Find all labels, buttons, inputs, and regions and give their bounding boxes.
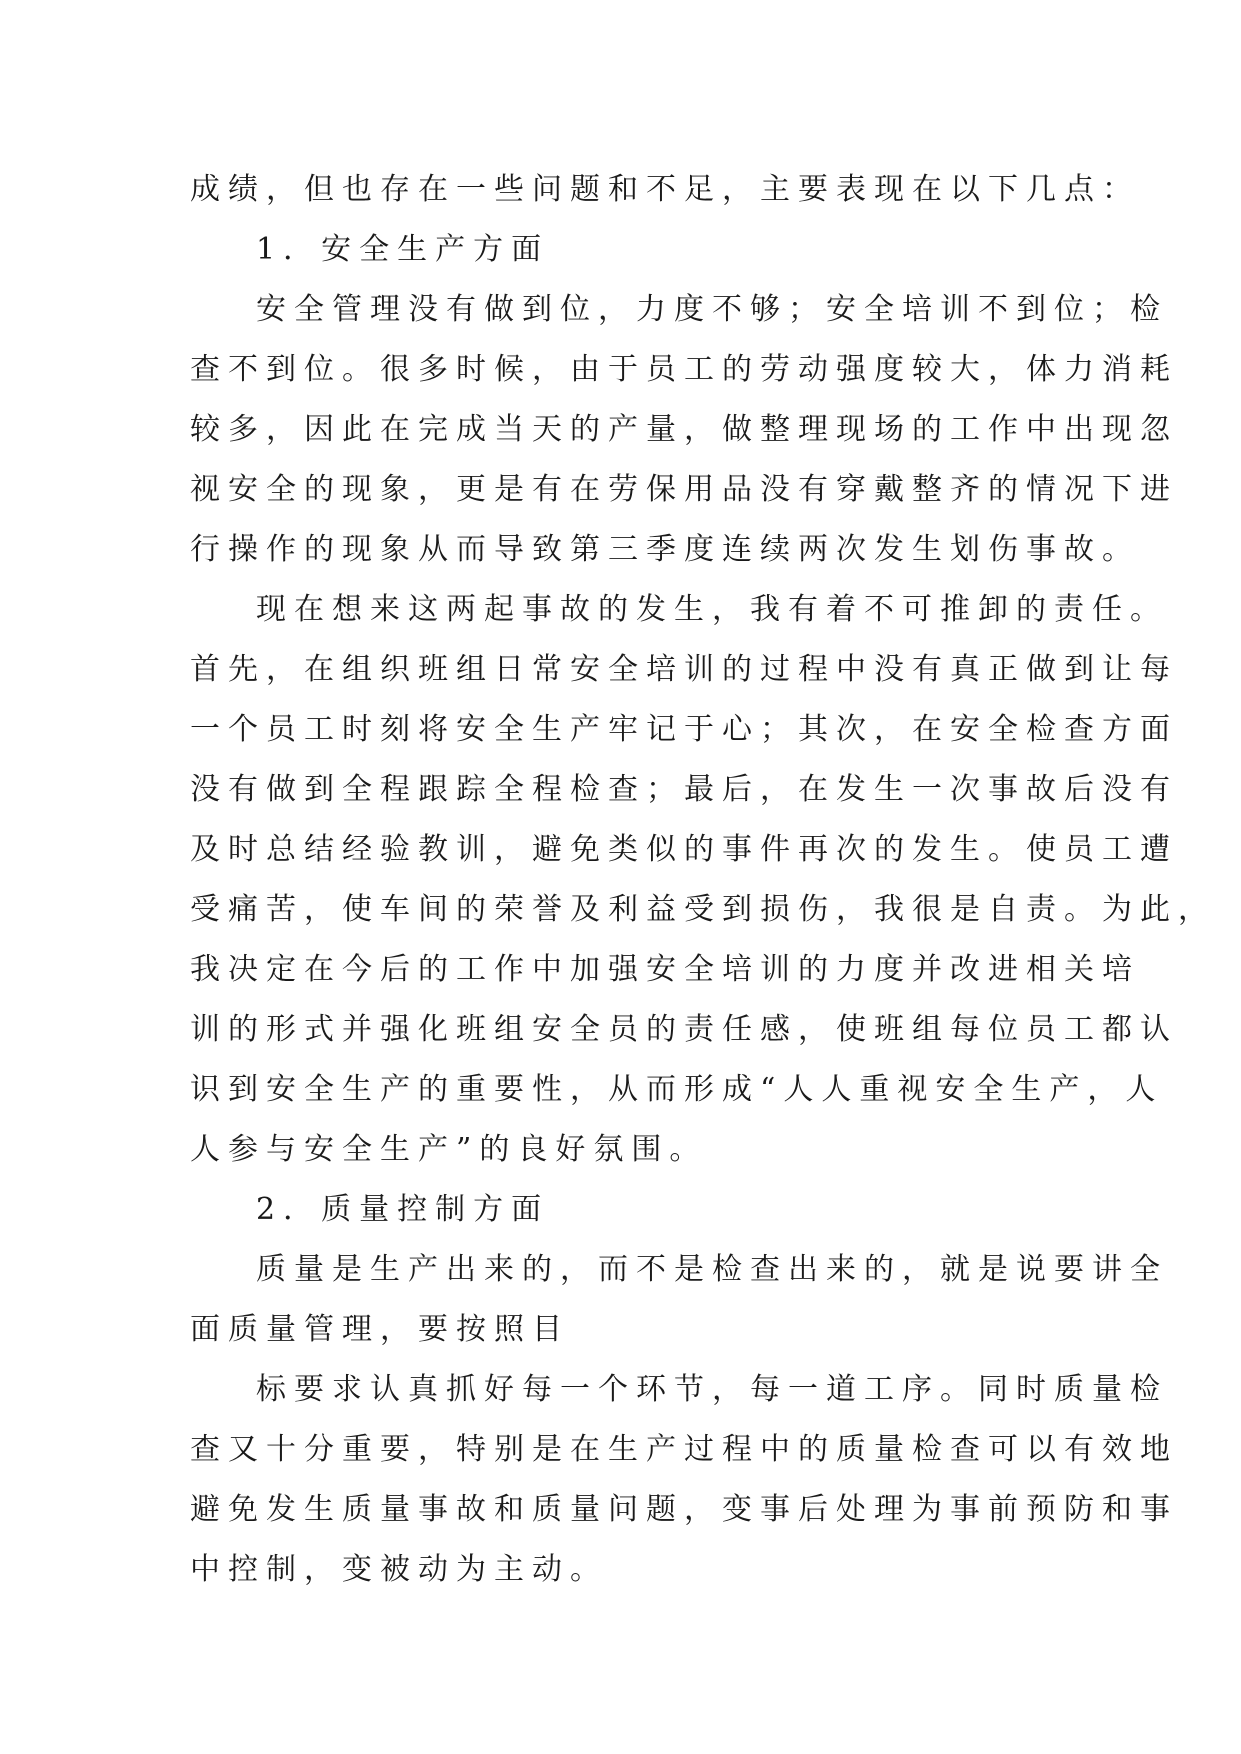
text-line: 及时总结经验教训，避免类似的事件再次的发生。使员工遭: [190, 832, 1178, 867]
text-line: 视安全的现象，更是有在劳保用品没有穿戴整齐的情况下进: [190, 472, 1178, 507]
text-line: 受痛苦，使车间的荣誉及利益受到损伤，我很是自责。为此，: [190, 892, 1216, 927]
text-line: 面质量管理，要按照目: [190, 1312, 570, 1347]
text-line: 中控制，变被动为主动。: [190, 1552, 608, 1587]
text-line: 人参与安全生产”的良好氛围。: [190, 1132, 708, 1167]
text-line: 避免发生质量事故和质量问题，变事后处理为事前预防和事: [190, 1492, 1178, 1527]
text-line: 首先，在组织班组日常安全培训的过程中没有真正做到让每: [190, 652, 1178, 687]
text-line: 查又十分重要，特别是在生产过程中的质量检查可以有效地: [190, 1432, 1178, 1467]
text-line: 一个员工时刻将安全生产牢记于心；其次，在安全检查方面: [190, 712, 1178, 747]
text-line: 没有做到全程跟踪全程检查；最后，在发生一次事故后没有: [190, 772, 1178, 807]
text-line: 我决定在今后的工作中加强安全培训的力度并改进相关培: [190, 952, 1140, 987]
section-heading: 1．安全生产方面: [256, 232, 550, 267]
paragraph-start-line: 安全管理没有做到位，力度不够；安全培训不到位；检: [256, 292, 1168, 327]
text-line: 训的形式并强化班组安全员的责任感，使班组每位员工都认: [190, 1012, 1178, 1047]
text-line: 识到安全生产的重要性，从而形成“人人重视安全生产，人: [190, 1072, 1164, 1107]
section-heading: 2．质量控制方面: [256, 1192, 550, 1227]
text-line: 成绩，但也存在一些问题和不足，主要表现在以下几点：: [190, 172, 1140, 207]
paragraph-start-line: 现在想来这两起事故的发生，我有着不可推卸的责任。: [256, 592, 1168, 627]
paragraph-start-line: 质量是生产出来的，而不是检查出来的，就是说要讲全: [256, 1252, 1168, 1287]
document-body: [190, 160, 1216, 1600]
text-line: 行操作的现象从而导致第三季度连续两次发生划伤事故。: [190, 532, 1140, 567]
text-line: 查不到位。很多时候，由于员工的劳动强度较大，体力消耗: [190, 352, 1178, 387]
text-line: 较多，因此在完成当天的产量，做整理现场的工作中出现忽: [190, 412, 1178, 447]
paragraph-start-line: 标要求认真抓好每一个环节，每一道工序。同时质量检: [256, 1372, 1168, 1407]
